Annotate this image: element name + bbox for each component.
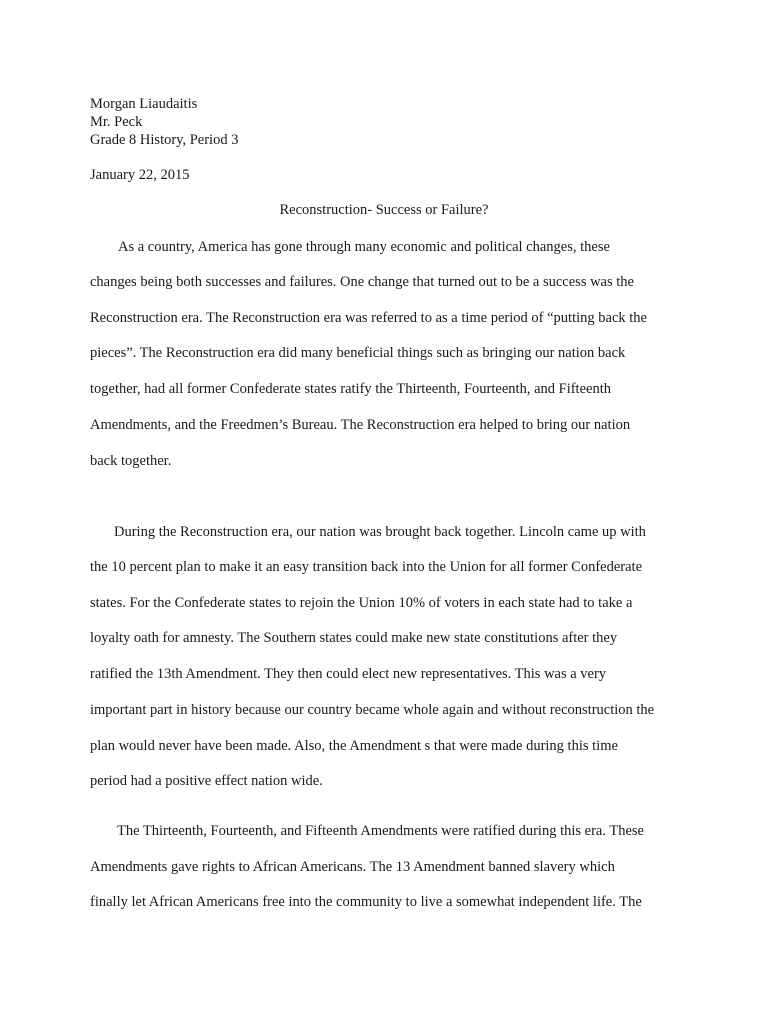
text-line: Reconstruction era. The Reconstruction era was referred to as a time period of “putting back the xyxy=(90,310,647,326)
text-line: As a country, America has gone through many economic and political changes, these xyxy=(118,239,610,255)
text-line: loyalty oath for amnesty. The Southern states could make new state constitutions after they xyxy=(90,630,618,646)
text-line: Amendments, and the Freedmen’s Bureau. The Reconstruction era helped to bring our nation xyxy=(90,417,631,433)
text-line: together, had all former Confederate states ratify the Thirteenth, Fourteenth, and Fifteenth xyxy=(90,381,611,397)
student-name: Morgan Liaudaitis xyxy=(90,96,198,112)
text-line: back together. xyxy=(90,453,172,469)
text-line: Amendments gave rights to African Americans. The 13 Amendment banned slavery which xyxy=(90,859,615,875)
text-line: finally let African Americans free into the community to live a somewhat independent life. The xyxy=(90,894,642,910)
class-name: Grade 8 History, Period 3 xyxy=(90,132,239,148)
document-date: January 22, 2015 xyxy=(90,167,190,183)
text-line: The Thirteenth, Fourteenth, and Fifteenth Amendments were ratified during this era. These xyxy=(117,823,644,839)
text-line: important part in history because our country became whole again and without reconstruction the xyxy=(90,702,655,718)
text-line: period had a positive effect nation wide. xyxy=(90,773,323,789)
document-title: Reconstruction- Success or Failure? xyxy=(279,202,489,218)
text-line: plan would never have been made. Also, the Amendment s that were made during this time xyxy=(90,738,618,754)
text-line: ratified the 13th Amendment. They then could elect new representatives. This was a very xyxy=(90,666,607,682)
text-line: states. For the Confederate states to rejoin the Union 10% of voters in each state had to take a xyxy=(90,595,633,611)
text-line: changes being both successes and failures. One change that turned out to be a success was the xyxy=(90,274,634,290)
text-line: During the Reconstruction era, our nation was brought back together. Lincoln came up with xyxy=(114,524,646,540)
teacher-name: Mr. Peck xyxy=(90,114,143,130)
text-line: the 10 percent plan to make it an easy transition back into the Union for all former Confederate xyxy=(90,559,643,575)
text-line: pieces”. The Reconstruction era did many beneficial things such as bringing our nation back xyxy=(90,345,626,361)
